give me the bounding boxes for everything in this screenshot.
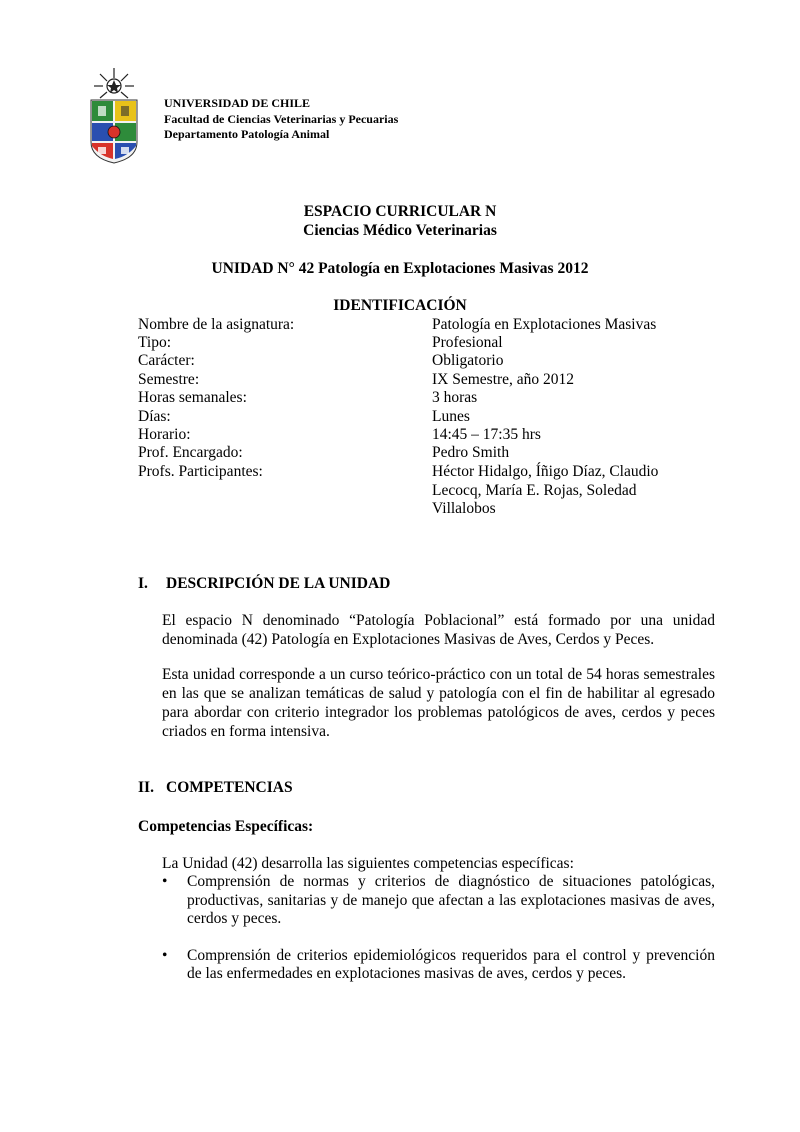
description-paragraph-2: Esta unidad corresponde a un curso teórico-práctico con un total de 54 horas semestrales en las que se analizan temáticas de salud y patología con el fin de habilitar al egresado para abordar con criterio integrador los problemas patológicos de aves, cerdos y peces criados en forma intensiva. xyxy=(162,666,715,740)
bullet-icon: • xyxy=(162,946,168,964)
faculty-name: Facultad de Ciencias Veterinarias y Pecuarias xyxy=(164,111,399,126)
section-title: DESCRIPCIÓN DE LA UNIDAD xyxy=(166,575,391,592)
id-label-days: Días: xyxy=(138,408,171,425)
id-label-character: Carácter: xyxy=(138,352,195,369)
competencies-list xyxy=(162,873,715,1002)
section-title: COMPETENCIAS xyxy=(166,779,293,796)
university-name: UNIVERSIDAD DE CHILE xyxy=(164,96,311,110)
section-competencies-heading xyxy=(138,779,293,797)
section-number: I. xyxy=(138,575,148,592)
university-logo xyxy=(88,66,140,164)
description-paragraph-1: El espacio N denominado “Patología Poblacional” está formado por una unidad denominada (42) Patología en Explotaciones Masivas de Aves, Cerdos y Peces. xyxy=(162,612,715,648)
specific-competencies-subheading: Competencias Específicas: xyxy=(138,818,314,835)
id-label-participating-professors: Profs. Participantes: xyxy=(138,463,263,480)
list-item xyxy=(162,873,715,929)
curricular-space-subtitle: Ciencias Médico Veterinarias xyxy=(303,222,497,239)
id-value-schedule: 14:45 – 17:35 hrs xyxy=(432,426,541,443)
section-number: II. xyxy=(138,779,154,796)
id-label-schedule: Horario: xyxy=(138,426,191,443)
id-value-participating-professors: Héctor Hidalgo, Íñigo Díaz, Claudio Lecocq, María E. Rojas, Soledad Villalobos xyxy=(432,463,659,517)
list-item xyxy=(162,947,715,984)
id-label-subject: Nombre de la asignatura: xyxy=(138,316,295,333)
id-value-professor-in-charge: Pedro Smith xyxy=(432,444,510,461)
id-label-professor-in-charge: Prof. Encargado: xyxy=(138,444,243,461)
list-item-text: Comprensión de criterios epidemiológicos requeridos para el control y prevención de las enfermedades en explotaciones masivas de aves, cerdos y peces. xyxy=(187,946,715,982)
section-description-heading xyxy=(138,575,390,593)
id-value-subject: Patología en Explotaciones Masivas xyxy=(432,316,657,333)
list-item-text: Comprensión de normas y criterios de diagnóstico de situaciones patológicas, productivas, sanitarias y de manejo que afectan a las explotaciones masivas de aves, cerdos y peces. xyxy=(187,873,715,927)
id-value-character: Obligatorio xyxy=(432,352,504,369)
curricular-space-title: ESPACIO CURRICULAR N xyxy=(303,203,497,220)
id-label-weekly-hours: Horas semanales: xyxy=(138,389,247,406)
unit-title: UNIDAD N° 42 Patología en Explotaciones Masivas 2012 xyxy=(211,260,589,277)
id-value-type: Profesional xyxy=(432,334,503,351)
identification-heading: IDENTIFICACIÓN xyxy=(333,297,467,314)
bullet-icon: • xyxy=(162,873,168,890)
id-value-semester: IX Semestre, año 2012 xyxy=(432,371,575,388)
id-label-semester: Semestre: xyxy=(138,371,200,388)
id-label-type: Tipo: xyxy=(138,334,172,351)
institution-header xyxy=(164,96,398,143)
id-value-weekly-hours: 3 horas xyxy=(432,389,478,406)
competencies-intro: La Unidad (42) desarrolla las siguientes competencias específicas: xyxy=(162,855,574,872)
id-value-days: Lunes xyxy=(432,408,470,425)
department-name: Departamento Patología Animal xyxy=(164,127,330,141)
